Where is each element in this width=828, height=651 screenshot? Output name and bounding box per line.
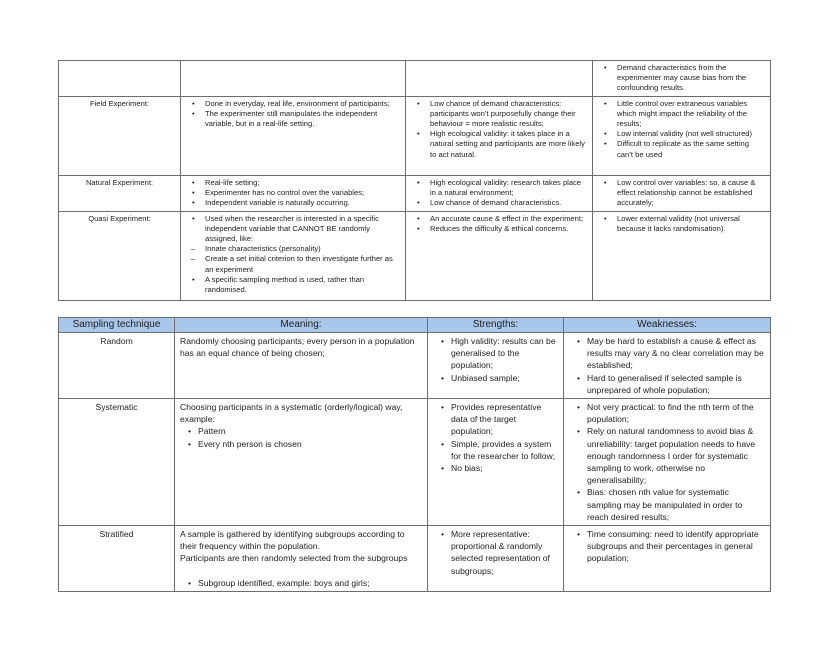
weaknesses-list: [598, 63, 765, 94]
list-item: • Provides representative data of the target population;: [433, 401, 558, 438]
list-item: • Low internal validity (not well structured): [598, 129, 765, 139]
list-item: • Little control over extraneous variables which might impact the reliability of the results;: [598, 99, 765, 130]
weaknesses-list: [569, 401, 765, 523]
list-item: • Not very practical: to find the nth term of the population;: [569, 401, 765, 425]
list-item: • Low chance of demand characteristics.: [411, 198, 587, 208]
column-header: Strengths:: [428, 318, 564, 333]
row-label: Natural Experiment:: [59, 175, 181, 211]
list-item: • Difficult to replicate as the same setting can’t be used: [598, 139, 765, 159]
list-item: • Real-life setting;: [186, 178, 400, 188]
list-item: • Time consuming: need to identify appropriate subgroups and their percentages in general population;: [569, 528, 765, 565]
table-row: [59, 175, 771, 211]
row-label: Random: [59, 333, 175, 399]
row-label: Field Experiment:: [59, 96, 181, 175]
meaning-list: [186, 178, 400, 209]
list-item: • An accurate cause & effect in the experiment;: [411, 214, 587, 224]
meaning-list: [180, 425, 422, 449]
table-row: [59, 399, 771, 526]
list-item: • Used when the researcher is interested in a specific independent variable that CANNOT BE randomly assigned, like:: [186, 214, 400, 245]
weaknesses-list: [598, 99, 765, 160]
header-row: [59, 318, 771, 333]
list-item: • No bias;: [433, 462, 558, 474]
list-item: • High ecological validity: it takes place in a natural setting and participants are more likely to act natural.: [411, 129, 587, 160]
table-row: [59, 333, 771, 399]
list-item: • Independent variable is naturally occurring.: [186, 198, 400, 208]
meaning-list: [186, 214, 400, 296]
experiments-table: [58, 60, 771, 301]
table-row: [59, 96, 771, 175]
column-header: Weaknesses:: [564, 318, 771, 333]
list-item: • A specific sampling method is used, rather than randomised.: [186, 275, 400, 295]
list-item: • May be hard to establish a cause & effect as results may vary & no clear correlation may be established;: [569, 335, 765, 372]
list-item: • Demand characteristics from the experimenter may cause bias from the confounding results.: [598, 63, 765, 94]
row-label: Systematic: [59, 399, 175, 526]
list-item: • Pattern: [180, 425, 422, 437]
spacer: [180, 565, 422, 577]
row-label: Quasi Experiment:: [59, 211, 181, 300]
list-item: • Done in everyday, real life, environment of participants;: [186, 99, 400, 109]
list-item: • Lower external validity (not universal because it lacks randomisation).: [598, 214, 765, 234]
list-item: • Subgroup identified, example: boys and girls;: [180, 577, 422, 589]
list-item: • Bias: chosen nth value for systematic sampling may be manipulated in order to reach desired results;: [569, 486, 765, 523]
meaning-text: Participants are then randomly selected from the subgroups: [180, 553, 408, 564]
sampling-table: [58, 317, 771, 592]
strengths-list: [411, 99, 587, 160]
meaning-text: A sample is gathered by identifying subgroups according to their frequency within the population.: [180, 529, 405, 552]
strengths-list: [411, 214, 587, 234]
weaknesses-list: [598, 178, 765, 209]
strengths-list: [433, 401, 558, 474]
table-row: [59, 61, 771, 97]
strengths-list: [433, 335, 558, 384]
meaning-list: [180, 577, 422, 589]
column-header: Meaning:: [175, 318, 428, 333]
list-item: • Simple, provides a system for the researcher to follow;: [433, 438, 558, 462]
list-item: – Innate characteristics (personality): [186, 244, 400, 254]
list-item: • Reduces the difficulty & ethical concerns.: [411, 224, 587, 234]
table-row: [59, 526, 771, 592]
meaning-text: Choosing participants in a systematic (orderly/logical) way, example:: [180, 402, 403, 425]
weaknesses-list: [569, 335, 765, 396]
list-item: • Hard to generalised if selected sample is unprepared of whole population;: [569, 372, 765, 396]
column-header: Sampling technique: [59, 318, 175, 333]
table-row: [59, 211, 771, 300]
list-item: • High ecological validity: research takes place in a natural environment;: [411, 178, 587, 198]
list-item: • Low control over variables: so, a cause & effect relationship cannot be established accurately;: [598, 178, 765, 209]
list-item: • Experimenter has no control over the variables;: [186, 188, 400, 198]
meaning-list: [186, 99, 400, 130]
list-item: • Every nth person is chosen: [180, 438, 422, 450]
list-item: • Low chance of demand characteristics: participants won’t purposefully change their behaviour = more realistic results;: [411, 99, 587, 130]
list-item: • Rely on natural randomness to avoid bias & unreliability: target population needs to have enough randomness I order for systematic sampling to work, otherwise no generalisability;: [569, 425, 765, 486]
row-label: Stratified: [59, 526, 175, 592]
list-item: • More representative: proportional & randomly selected representation of subgroups;: [433, 528, 558, 577]
list-item: • High validity: results can be generalised to the population;: [433, 335, 558, 372]
weaknesses-list: [598, 214, 765, 234]
strengths-list: [411, 178, 587, 209]
list-item: • Unbiased sample;: [433, 372, 558, 384]
strengths-list: [433, 528, 558, 577]
list-item: • The experimenter still manipulates the independent variable, but in a real-life setting.: [186, 109, 400, 129]
meaning-text: Randomly choosing participants; every person in a population has an equal chance of being chosen;: [180, 336, 415, 359]
list-item: – Create a set initial criterion to then investigate further as an experiment: [186, 254, 400, 274]
weaknesses-list: [569, 528, 765, 565]
